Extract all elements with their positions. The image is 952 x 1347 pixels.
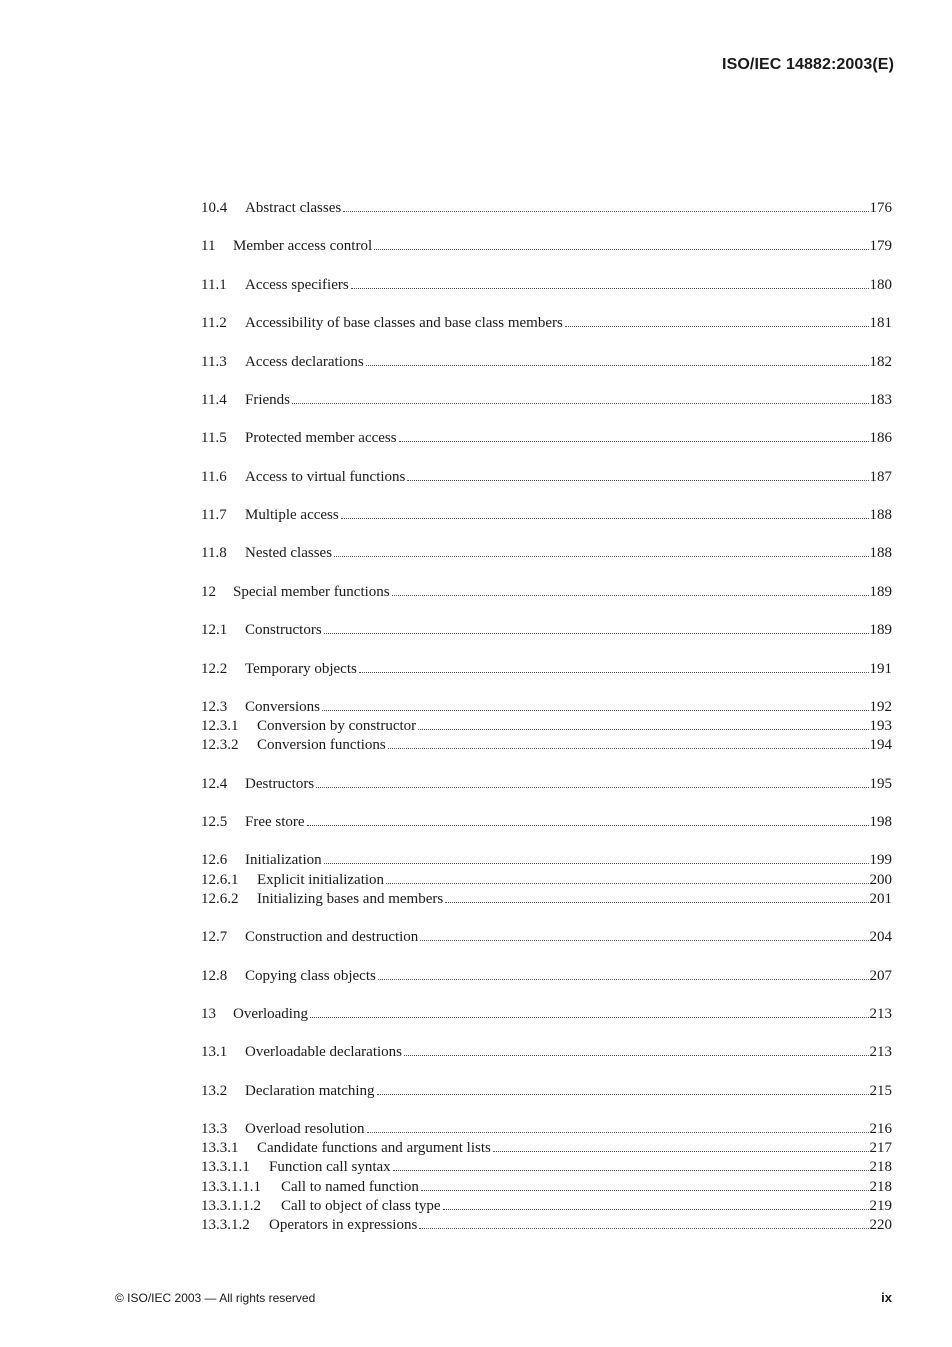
toc-entry-number: 13.3.1.1.2: [201, 1197, 261, 1214]
toc-entry[interactable]: [201, 429, 892, 448]
page-number: ix: [881, 1290, 892, 1305]
toc-dot-leader: [316, 786, 868, 788]
table-of-contents: [201, 199, 892, 1235]
toc-entry[interactable]: [201, 1082, 892, 1101]
toc-entry[interactable]: [201, 276, 892, 295]
toc-dot-leader: [393, 1169, 869, 1171]
toc-entry[interactable]: [201, 851, 892, 870]
toc-entry[interactable]: [201, 660, 892, 679]
toc-entry-number: 11.7: [201, 507, 227, 523]
toc-entry-page: 179: [869, 238, 892, 255]
toc-entry-number: 13.1: [201, 1044, 228, 1061]
toc-entry-title: Friends: [245, 391, 290, 408]
toc-entry[interactable]: [201, 237, 892, 256]
toc-entry[interactable]: [201, 871, 892, 890]
toc-entry-title: Protected member access: [245, 430, 397, 447]
toc-entry-page: 182: [869, 353, 892, 370]
toc-entry-number: 11.1: [201, 276, 227, 293]
toc-entry[interactable]: [201, 775, 892, 794]
toc-dot-leader: [407, 479, 868, 481]
toc-entry-page: 216: [869, 1121, 892, 1137]
toc-entry-page: 194: [869, 737, 892, 754]
toc-entry-page: 201: [869, 890, 892, 907]
toc-entry[interactable]: [201, 544, 892, 563]
toc-entry[interactable]: [201, 1178, 892, 1197]
toc-entry-page: 186: [869, 430, 892, 447]
toc-entry-page: 200: [869, 871, 892, 888]
toc-entry-number: 12.7: [201, 929, 228, 946]
toc-entry-number: 13.3: [201, 1121, 228, 1137]
toc-entry-title: Destructors: [245, 775, 315, 792]
toc-entry-page: 213: [869, 1005, 892, 1022]
toc-entry-number: 10.4: [201, 200, 228, 216]
toc-entry-page: 218: [869, 1178, 892, 1195]
toc-entry-title: Member access control: [233, 238, 373, 255]
toc-entry[interactable]: [201, 583, 892, 602]
toc-entry-page: 192: [869, 698, 892, 715]
toc-entry-page: 188: [869, 545, 892, 562]
toc-entry-page: 191: [869, 660, 892, 677]
toc-dot-leader: [392, 594, 869, 596]
toc-entry-title: Temporary objects: [245, 660, 357, 677]
copyright-footer: © ISO/IEC 2003 — All rights reserved: [115, 1291, 316, 1305]
toc-entry-title: Explicit initialization: [257, 871, 385, 888]
toc-entry-number: 12.8: [201, 967, 228, 984]
toc-dot-leader: [388, 747, 869, 749]
toc-entry-page: 219: [869, 1197, 892, 1214]
toc-dot-leader: [378, 978, 869, 980]
toc-entry-number: 12.2: [201, 660, 228, 677]
toc-entry-title: Call to named function: [281, 1178, 419, 1195]
toc-dot-leader: [366, 364, 869, 366]
toc-entry-page: 199: [869, 852, 892, 869]
toc-entry-title: Access declarations: [245, 353, 364, 370]
toc-entry[interactable]: [201, 928, 892, 947]
toc-dot-leader: [445, 901, 868, 903]
toc-entry-title: Constructors: [245, 622, 322, 639]
toc-entry-number: 12.6.1: [201, 871, 239, 888]
toc-dot-leader: [310, 1016, 869, 1018]
toc-entry-number: 13.3.1: [201, 1140, 239, 1157]
toc-entry-title: Access specifiers: [245, 276, 349, 293]
toc-dot-leader: [443, 1208, 869, 1210]
toc-entry-title: Function call syntax: [269, 1159, 391, 1176]
toc-entry-number: 12.5: [201, 814, 228, 830]
toc-dot-leader: [377, 1093, 869, 1095]
toc-dot-leader: [334, 555, 868, 557]
toc-entry-number: 12.3.1: [201, 718, 239, 735]
toc-entry-title: Access to virtual functions: [245, 468, 406, 485]
toc-entry-number: 13.3.1.1: [201, 1159, 250, 1176]
toc-dot-leader: [418, 728, 868, 730]
toc-dot-leader: [324, 862, 869, 864]
toc-entry-number: 11.2: [201, 315, 227, 332]
toc-entry-title: Nested classes: [245, 545, 333, 562]
toc-entry-page: 217: [869, 1140, 892, 1157]
toc-entry-number: 13.3.1.2: [201, 1216, 250, 1233]
toc-entry-page: 195: [869, 775, 892, 792]
document-id-header: ISO/IEC 14882:2003(E): [722, 56, 894, 73]
toc-entry[interactable]: [201, 1158, 892, 1177]
toc-entry[interactable]: [201, 314, 892, 333]
toc-entry-page: 189: [869, 583, 892, 600]
toc-entry-page: 181: [869, 315, 892, 332]
toc-dot-leader: [307, 824, 869, 826]
toc-dot-leader: [399, 440, 869, 442]
toc-dot-leader: [374, 248, 868, 250]
toc-dot-leader: [351, 287, 869, 289]
toc-entry-title: Multiple access: [245, 507, 339, 523]
toc-dot-leader: [421, 1189, 869, 1191]
toc-entry-number: 11.6: [201, 468, 227, 485]
toc-entry[interactable]: [201, 1005, 892, 1024]
toc-entry-title: Conversion by constructor: [257, 718, 417, 735]
toc-dot-leader: [404, 1054, 868, 1056]
toc-entry[interactable]: [201, 1120, 892, 1139]
toc-entry-number: 12: [201, 583, 216, 600]
toc-entry[interactable]: [201, 1216, 892, 1235]
toc-entry-page: 189: [869, 622, 892, 639]
toc-dot-leader: [386, 882, 868, 884]
toc-entry[interactable]: [201, 1197, 892, 1216]
toc-entry[interactable]: [201, 391, 892, 410]
toc-entry-number: 13.3.1.1.1: [201, 1178, 261, 1195]
toc-entry-page: 218: [869, 1159, 892, 1176]
toc-entry[interactable]: [201, 967, 892, 986]
toc-dot-leader: [292, 402, 869, 404]
toc-entry-page: 183: [869, 391, 892, 408]
toc-entry-number: 12.3: [201, 698, 228, 715]
toc-entry-title: Overload resolution: [245, 1121, 365, 1137]
toc-entry-title: Initializing bases and members: [257, 890, 444, 907]
toc-entry[interactable]: [201, 621, 892, 640]
toc-entry-number: 13.2: [201, 1082, 228, 1099]
toc-entry-title: Abstract classes: [245, 200, 342, 216]
toc-entry-title: Special member functions: [233, 583, 390, 600]
toc-entry-number: 12.4: [201, 775, 228, 792]
toc-entry-page: 193: [869, 718, 892, 735]
toc-entry-title: Copying class objects: [245, 967, 376, 984]
toc-dot-leader: [367, 1131, 869, 1133]
toc-dot-leader: [322, 709, 869, 711]
toc-entry-page: 215: [869, 1082, 892, 1099]
toc-entry-number: 11.5: [201, 430, 227, 447]
toc-entry-title: Operators in expressions: [269, 1216, 418, 1233]
toc-dot-leader: [419, 1227, 868, 1229]
toc-dot-leader: [420, 939, 868, 941]
toc-dot-leader: [343, 210, 868, 212]
toc-entry[interactable]: [201, 717, 892, 736]
toc-entry-title: Declaration matching: [245, 1082, 375, 1099]
toc-entry-title: Conversions: [245, 698, 320, 715]
toc-entry-page: 198: [869, 814, 892, 830]
toc-entry[interactable]: [201, 736, 892, 755]
toc-entry-number: 11.8: [201, 545, 227, 562]
toc-dot-leader: [341, 517, 869, 519]
toc-entry-page: 220: [869, 1216, 892, 1233]
toc-entry-title: Call to object of class type: [281, 1197, 441, 1214]
toc-entry-number: 12.6.2: [201, 890, 239, 907]
toc-entry[interactable]: [201, 353, 892, 372]
toc-entry-title: Accessibility of base classes and base class members: [245, 315, 563, 332]
toc-entry[interactable]: [201, 813, 892, 832]
toc-entry-page: 207: [869, 967, 892, 984]
toc-entry-page: 180: [869, 276, 892, 293]
toc-entry[interactable]: [201, 1043, 892, 1062]
toc-entry-page: 213: [869, 1044, 892, 1061]
toc-entry-page: 187: [869, 468, 892, 485]
toc-entry-title: Overloading: [233, 1005, 308, 1022]
toc-entry[interactable]: [201, 468, 892, 487]
toc-entry[interactable]: [201, 698, 892, 717]
toc-entry[interactable]: [201, 199, 892, 218]
toc-entry-title: Free store: [245, 814, 305, 830]
toc-entry-number: 11.3: [201, 353, 227, 370]
toc-entry-title: Overloadable declarations: [245, 1044, 403, 1061]
toc-entry-page: 176: [869, 200, 892, 216]
toc-entry-number: 12.6: [201, 852, 228, 869]
toc-entry-page: 188: [869, 507, 892, 523]
toc-entry-title: Conversion functions: [257, 737, 386, 754]
toc-entry[interactable]: [201, 1139, 892, 1158]
toc-entry-title: Initialization: [245, 852, 322, 869]
toc-entry-number: 11: [201, 238, 216, 255]
toc-entry-number: 12.3.2: [201, 737, 239, 754]
toc-dot-leader: [493, 1150, 869, 1152]
toc-dot-leader: [565, 325, 869, 327]
toc-entry-title: Construction and destruction: [245, 929, 419, 946]
toc-entry[interactable]: [201, 506, 892, 525]
toc-entry-page: 204: [869, 929, 892, 946]
toc-dot-leader: [359, 671, 869, 673]
toc-entry-number: 13: [201, 1005, 216, 1022]
toc-entry-title: Candidate functions and argument lists: [257, 1140, 491, 1157]
toc-dot-leader: [324, 632, 869, 634]
toc-entry-number: 12.1: [201, 622, 228, 639]
toc-entry-number: 11.4: [201, 391, 227, 408]
toc-entry[interactable]: [201, 890, 892, 909]
